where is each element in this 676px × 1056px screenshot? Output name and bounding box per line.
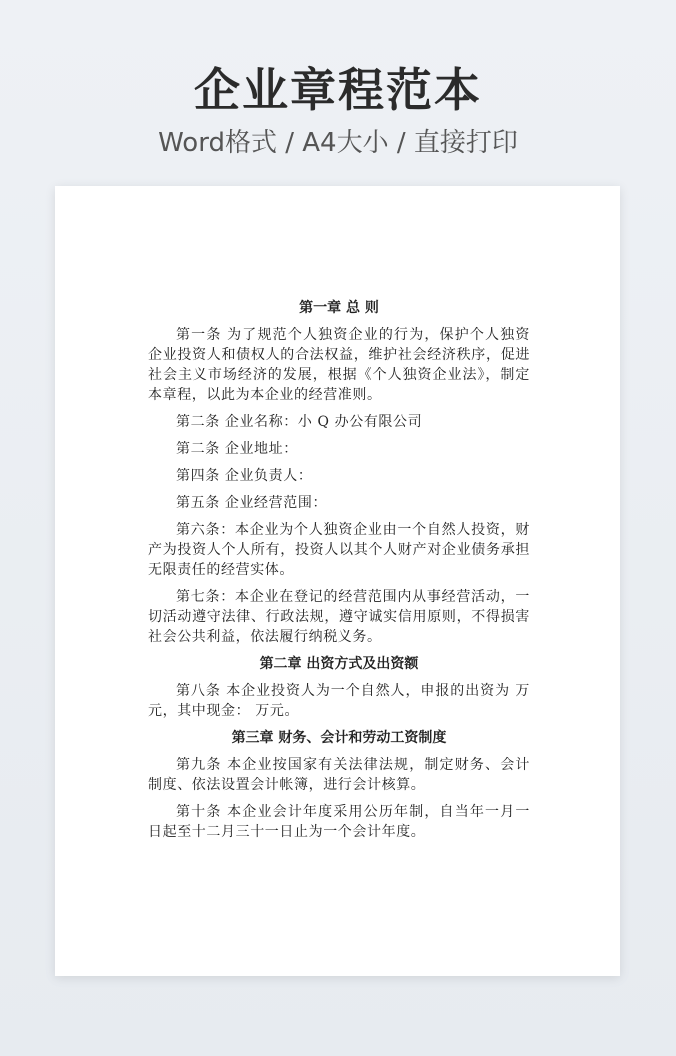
article-5: 第五条 企业经营范围： <box>176 495 328 511</box>
chapter-heading: 第一章 总 则 <box>299 300 379 316</box>
chapter-heading: 第二章 出资方式及出资额 <box>259 656 419 672</box>
article-4: 第四条 企业负责人： <box>176 468 313 484</box>
article-6: 第六条：本企业为个人独资企业由一个自然人投资，财产为投资人个人所有，投资人以其个人财产对企业债务承担无限责任的经营实体。 <box>148 522 530 578</box>
page-header <box>0 62 676 160</box>
document-page <box>55 186 620 976</box>
article-2: 第二条 企业名称：小 Q 办公有限公司 <box>176 414 423 430</box>
article-10: 第十条 本企业会计年度采用公历年制，自当年一月一日起至十二月三十一日止为一个会计年度。 <box>148 804 530 840</box>
article-8: 第八条 本企业投资人为一个自然人，申报的出资为 万元，其中现金： 万元。 <box>148 683 530 719</box>
article-3: 第二条 企业地址： <box>176 441 298 457</box>
chapter-heading: 第三章 财务、会计和劳动工资制度 <box>231 730 447 746</box>
page-subtitle: Word格式 / A4大小 / 直接打印 <box>158 128 518 158</box>
article-1: 第一条 为了规范个人独资企业的行为，保护个人独资企业投资人和债权人的合法权益，维护社会经济秩序，促进社会主义市场经济的发展，根据《个人独资企业法》，制定本章程，以此为本企业的经营准则。 <box>148 327 530 403</box>
article-7: 第七条：本企业在登记的经营范围内从事经营活动，一切活动遵守法律、行政法规，遵守诚实信用原则，不得损害社会公共利益，依法履行纳税义务。 <box>148 589 530 645</box>
article-9: 第九条 本企业按国家有关法律法规，制定财务、会计制度、依法设置会计帐簿，进行会计核算。 <box>148 757 530 793</box>
document-content <box>148 294 530 849</box>
page-title: 企业章程范本 <box>194 63 482 117</box>
